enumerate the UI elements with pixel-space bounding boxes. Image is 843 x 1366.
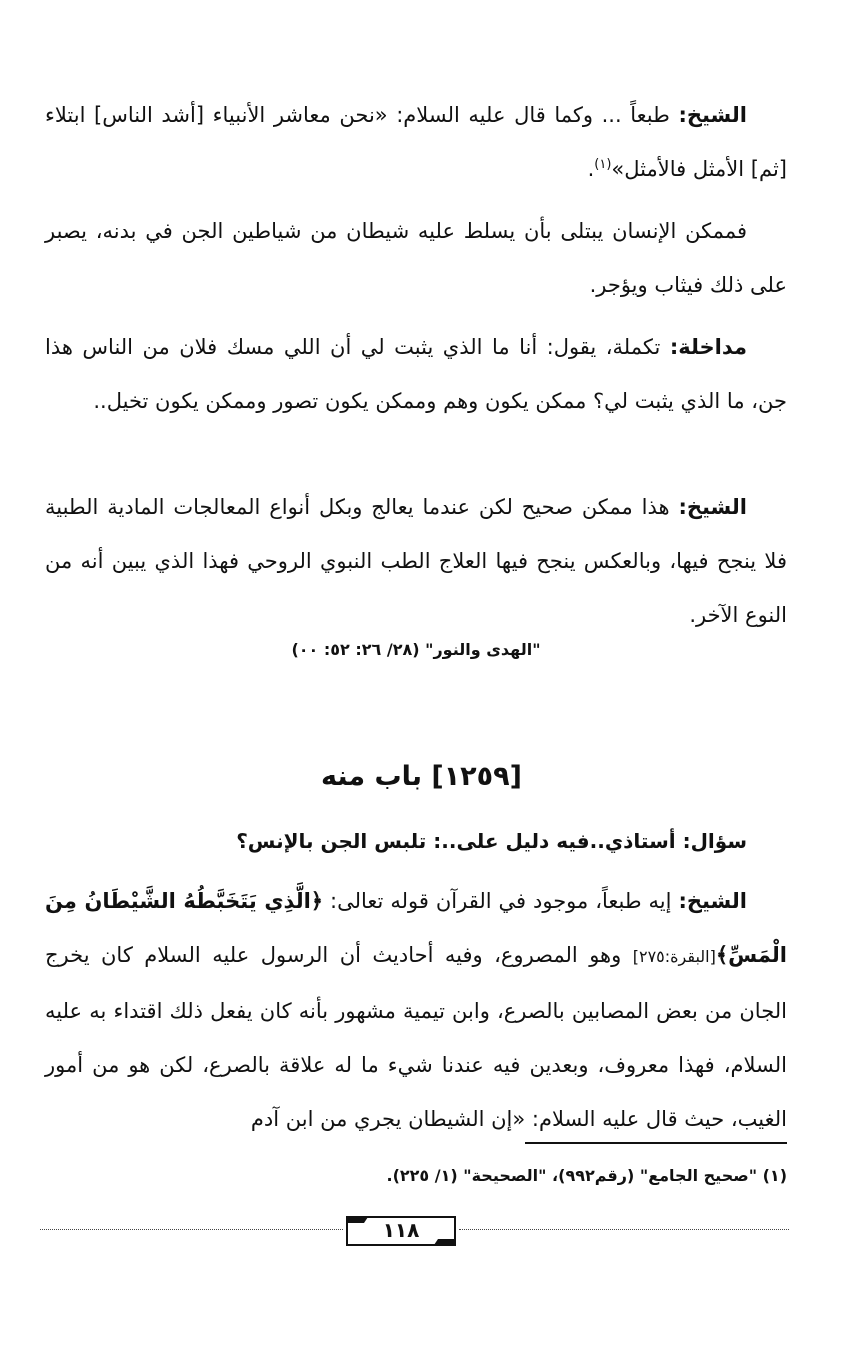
speaker-label: مداخلة: [669,335,747,359]
page-number-frame [344,1214,458,1248]
source-citation-block [45,640,787,659]
question-text: سؤال: أستاذي..فيه دليل على..: تلبس الجن بالإنس؟ [236,829,747,853]
footnote: (١) "صحيح الجامع" (رقم٩٩٢)، "الصحيحة" (١/ ٢٢٥). [386,1166,787,1185]
paragraph-text: طبعاً ... وكما قال عليه السلام: «نحن معاشر الأنبياء [أشد الناس] ابتلاء [ثم] الأمثل فالأمثل» [45,103,787,181]
paragraph-sheikh-3 [45,874,787,1146]
footnote-ref[interactable]: (١) [594,157,612,172]
speaker-label: الشيخ: [678,889,747,913]
paragraph-interjection [45,320,787,428]
page-number: ١١٨ [382,1218,420,1242]
paragraph-sheikh-1 [45,88,787,196]
section-title: [١٢٥٩] باب منه [321,761,522,792]
paragraph-text: فممكن الإنسان يبتلى بأن يسلط عليه شيطان من شياطين الجن في بدنه، يصبر على ذلك فيثاب ويؤجر. [45,219,787,297]
page-number-rule-left [40,1229,343,1230]
quran-reference: [البقرة:٢٧٥] [632,947,716,966]
paragraph-text-a: إيه طبعاً، موجود في القرآن قوله تعالى: [323,889,679,913]
paragraph-2 [45,204,787,312]
paragraph-text: هذا ممكن صحيح لكن عندما يعالج وبكل أنواع المعالجات المادية الطبية فلا ينجح فيها، وبالعكس ينجح فيها العلاج الطب النبوي الروحي فهذا الذي يبين أنه من النوع الآخر. [45,495,787,627]
question-block [45,814,787,868]
speaker-label: الشيخ: [678,103,747,127]
paragraph-text: تكملة، يقول: أنا ما الذي يثبت لي أن اللي مسك فلان من الناس هذا جن، ما الذي يثبت لي؟ ممكن يكون وهم وممكن يكون تصور وممكن يكون تخيل.. [45,335,787,413]
footnote-divider [525,1142,787,1144]
source-citation: "الهدى والنور" (٢٨/ ٢٦: ٥٢: ٠٠) [291,640,541,659]
paragraph-text-b: وهو المصروع، وفيه أحاديث أن الرسول عليه السلام كان يخرج الجان من بعض المصابين بالصرع، وابن تيمية مشهور بأنه كان يفعل ذلك اقتداء به عليه السلام، فهذا معروف، وبعدين فيه عندنا شيء ما له علاقة بالصرع، لكن هو من أمور الغيب، حيث قال عليه السلام: «إن الشيطان يجري من ابن آدم [45,943,787,1131]
speaker-label: الشيخ: [678,495,747,519]
quran-verse: ﴿الَّذِي يَتَخَبَّطُهُ الشَّيْطَانُ مِنَ الْمَسِّ﴾ [45,889,787,967]
page-number-rule-right [459,1229,789,1230]
paragraph-sheikh-2 [45,480,787,642]
paragraph-end: . [587,157,595,181]
